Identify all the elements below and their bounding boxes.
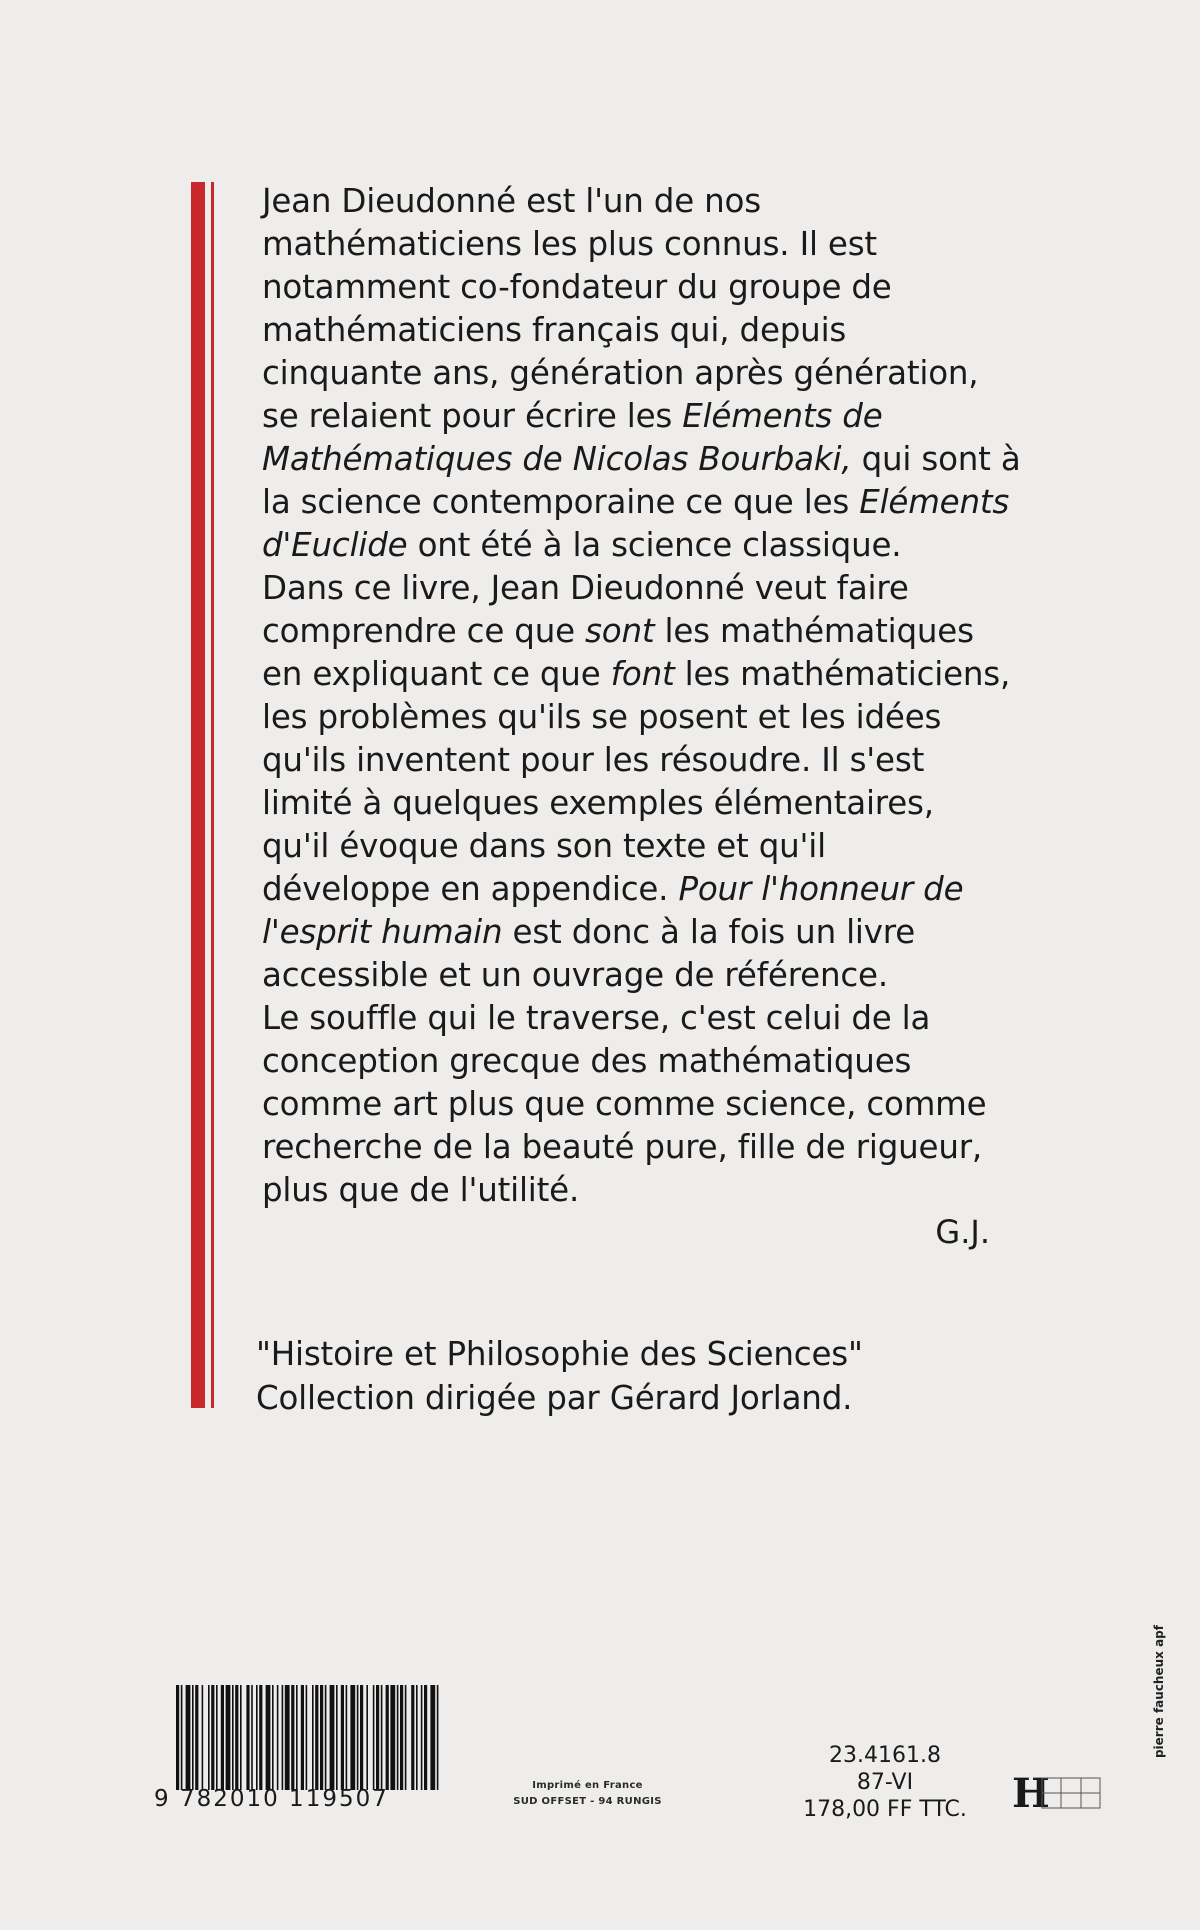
- blurb-line: [262, 1169, 1022, 1212]
- barcode-bar: [381, 1685, 383, 1790]
- barcode-bar: [341, 1685, 344, 1790]
- catalog-code: 23.4161.8: [829, 1743, 941, 1768]
- blurb-line: [262, 395, 1022, 438]
- barcode-bar: [211, 1685, 214, 1790]
- blurb-text: mathématiciens français qui, depuis: [262, 311, 847, 349]
- collection-info: [256, 1332, 863, 1420]
- barcode-bar: [421, 1685, 423, 1790]
- barcode-bar: [376, 1685, 379, 1790]
- barcode-bar: [291, 1685, 294, 1790]
- barcode-bar: [256, 1685, 258, 1790]
- barcode-digits: 9 782010 119507: [154, 1786, 389, 1812]
- blurb-text: les problèmes qu'ils se posent et les idées: [262, 698, 942, 736]
- blurb-line: [262, 1040, 1022, 1083]
- barcode-bar: [390, 1685, 395, 1790]
- barcode-bar: [315, 1685, 318, 1790]
- publisher-logo-letter: H: [1012, 1772, 1050, 1812]
- blurb-text: recherche de la beauté pure, fille de rigueur,: [262, 1128, 983, 1166]
- blurb-text: Dans ce livre, Jean Dieudonné veut faire: [262, 569, 909, 607]
- barcode-bar: [437, 1685, 439, 1790]
- barcode-bar: [251, 1685, 253, 1790]
- barcode-bar: [266, 1685, 271, 1790]
- blurb-text: comme art plus que comme science, comme: [262, 1085, 987, 1123]
- barcode-bar: [232, 1685, 234, 1790]
- blurb-text: mathématiciens les plus connus. Il est: [262, 225, 877, 263]
- blurb-line: [262, 309, 1022, 352]
- blurb-text: qu'ils inventent pour les résoudre. Il s'est: [262, 741, 925, 779]
- back-cover-blurb: [262, 180, 1022, 1212]
- barcode-bar: [306, 1685, 308, 1790]
- blurb-line: [262, 954, 1022, 997]
- blurb-italic-text: Eléments: [859, 483, 1010, 521]
- barcode-bar: [397, 1685, 399, 1790]
- blurb-line: [262, 438, 1022, 481]
- blurb-line: [262, 997, 1022, 1040]
- blurb-line: [262, 266, 1022, 309]
- blurb-italic-text: Mathématiques de Nicolas Bourbaki,: [262, 440, 852, 478]
- barcode-bar: [186, 1685, 191, 1790]
- blurb-line: [262, 739, 1022, 782]
- blurb-line: [262, 911, 1022, 954]
- barcode-bar: [296, 1685, 298, 1790]
- blurb-line: [262, 696, 1022, 739]
- blurb-line: [262, 223, 1022, 266]
- blurb-text: ont été à la science classique.: [407, 526, 902, 564]
- barcode-bar: [202, 1685, 204, 1790]
- barcode-bar: [325, 1685, 327, 1790]
- barcode-bar: [277, 1685, 279, 1790]
- blurb-italic-text: d'Euclide: [262, 526, 408, 564]
- blurb-line: [262, 180, 1022, 223]
- blurb-italic-text: Pour l'honneur de: [678, 870, 964, 908]
- barcode-bar: [226, 1685, 231, 1790]
- barcode-bar: [221, 1685, 224, 1790]
- blurb-line: [262, 1083, 1022, 1126]
- blurb-line: [262, 653, 1022, 696]
- barcode-bars: [154, 1685, 440, 1790]
- publisher-logo-mark: [1010, 1772, 1105, 1812]
- blurb-line: [262, 868, 1022, 911]
- blurb-text: les mathématiques: [654, 612, 974, 650]
- blurb-line: [262, 352, 1022, 395]
- blurb-italic-text: sont: [585, 612, 655, 650]
- blurb-text: est donc à la fois un livre: [502, 913, 916, 951]
- barcode-bar: [373, 1685, 375, 1790]
- blurb-text: cinquante ans, génération après génération,: [262, 354, 979, 392]
- blurb-italic-text: font: [610, 655, 675, 693]
- barcode-bar: [235, 1685, 238, 1790]
- barcode-bar: [346, 1685, 348, 1790]
- barcode-bar: [320, 1685, 323, 1790]
- barcode: [154, 1685, 440, 1790]
- blurb-text: conception grecque des mathématiques: [262, 1042, 912, 1080]
- barcode-bar: [246, 1685, 249, 1790]
- barcode-bar: [330, 1685, 335, 1790]
- barcode-bar: [240, 1685, 242, 1790]
- blurb-text: en expliquant ce que: [262, 655, 611, 693]
- barcode-bar: [430, 1685, 435, 1790]
- printer-name: SUD OFFSET - 94 RUNGIS: [513, 1796, 662, 1807]
- barcode-bar: [301, 1685, 304, 1790]
- blurb-line: [262, 1126, 1022, 1169]
- blurb-line: [262, 825, 1022, 868]
- barcode-bar: [405, 1685, 407, 1790]
- designer-credit: pierre faucheux apf: [1152, 1625, 1166, 1759]
- blurb-text: Jean Dieudonné est l'un de nos: [262, 182, 761, 220]
- red-accent-rule: [211, 182, 214, 1408]
- blurb-text: les mathématiciens,: [674, 655, 1011, 693]
- barcode-bar: [336, 1685, 338, 1790]
- blurb-text: qu'il évoque dans son texte et qu'il: [262, 827, 826, 865]
- barcode-bar: [282, 1685, 284, 1790]
- collection-director: Collection dirigée par Gérard Jorland.: [256, 1379, 853, 1417]
- blurb-text: développe en appendice.: [262, 870, 679, 908]
- barcode-bar: [195, 1685, 198, 1790]
- blurb-text: se relaient pour écrire les: [262, 397, 683, 435]
- blurb-text: la science contemporaine ce que les: [262, 483, 860, 521]
- blurb-text: plus que de l'utilité.: [262, 1171, 580, 1209]
- barcode-bar: [312, 1685, 314, 1790]
- barcode-bar: [424, 1685, 427, 1790]
- blurb-line: [262, 782, 1022, 825]
- barcode-bar: [366, 1685, 368, 1790]
- barcode-bar: [350, 1685, 355, 1790]
- blurb-line: [262, 524, 1022, 567]
- blurb-text: Le souffle qui le traverse, c'est celui de la: [262, 999, 931, 1037]
- barcode-bar: [411, 1685, 414, 1790]
- blurb-line: [262, 567, 1022, 610]
- price: 178,00 FF TTC.: [803, 1797, 967, 1822]
- barcode-bar: [176, 1685, 179, 1790]
- blurb-text: comprendre ce que: [262, 612, 586, 650]
- blurb-text: notamment co-fondateur du groupe de: [262, 268, 892, 306]
- barcode-bar: [360, 1685, 363, 1790]
- barcode-bar: [192, 1685, 194, 1790]
- red-accent-bar: [191, 182, 205, 1408]
- barcode-bar: [208, 1685, 210, 1790]
- blurb-italic-text: Eléments de: [682, 397, 883, 435]
- blurb-text: accessible et un ouvrage de référence.: [262, 956, 888, 994]
- price-block: [780, 1742, 990, 1823]
- edition-code: 87-VI: [856, 1770, 914, 1795]
- printer-info: [500, 1778, 675, 1810]
- blurb-italic-text: l'esprit humain: [262, 913, 503, 951]
- barcode-bar: [259, 1685, 262, 1790]
- blurb-text: limité à quelques exemples élémentaires,: [262, 784, 934, 822]
- collection-series-title: "Histoire et Philosophie des Sciences": [256, 1335, 863, 1373]
- blurb-signature: G.J.: [935, 1213, 990, 1251]
- barcode-bar: [285, 1685, 290, 1790]
- barcode-bar: [272, 1685, 274, 1790]
- barcode-bar: [400, 1685, 403, 1790]
- barcode-bar: [181, 1685, 183, 1790]
- barcode-bar: [357, 1685, 359, 1790]
- blurb-text: qui sont à: [851, 440, 1021, 478]
- barcode-bar: [416, 1685, 418, 1790]
- blurb-line: [262, 610, 1022, 653]
- barcode-bar: [216, 1685, 218, 1790]
- printer-country: Imprimé en France: [532, 1780, 643, 1791]
- barcode-bar: [386, 1685, 389, 1790]
- publisher-logo: [1010, 1772, 1105, 1812]
- blurb-line: [262, 481, 1022, 524]
